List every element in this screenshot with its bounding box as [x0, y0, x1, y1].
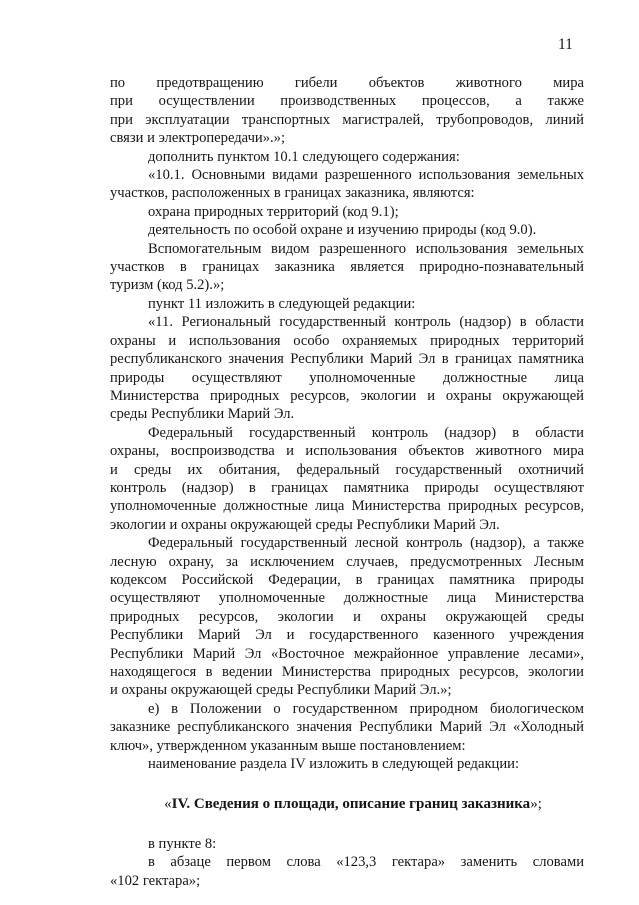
text-line: охраны, воспроизводства и использования объектов животного мира: [110, 443, 584, 460]
text-line: е) в Положении о государственном природном биологическом: [148, 700, 584, 717]
heading-close-quote: »;: [530, 796, 542, 813]
text-line: деятельность по особой охране и изучению природы (код 9.0).: [148, 222, 537, 239]
text-line: и охраны окружающей среды Республики Марий Эл.»;: [110, 682, 452, 699]
text-line: лесную охрану, за исключением случаев, предусмотренных Лесным: [110, 553, 584, 570]
page-number: 11: [558, 36, 573, 53]
text-line: уполномоченные должностные лица Министерства природных ресурсов,: [110, 498, 584, 515]
text-line: кодексом Российской Федерации, в границах памятника природы: [110, 571, 584, 588]
text-line: Республики Марий Эл и государственного казенного учреждения: [110, 627, 584, 644]
text-line: Вспомогательным видом разрешенного использования земельных: [148, 240, 584, 257]
text-line: «10.1. Основными видами разрешенного использования земельных: [148, 167, 584, 184]
text-line: наименование раздела IV изложить в следующей редакции:: [148, 756, 520, 773]
document-body: [110, 74, 584, 890]
text-line: в пункте 8:: [148, 835, 217, 852]
text-line: охраны и использования особо охраняемых природных территорий: [110, 332, 584, 349]
text-line: заказнике республиканского значения Республики Марий Эл «Холодный: [110, 719, 584, 736]
text-line: охрана природных территорий (код 9.1);: [148, 203, 399, 220]
text-line: экологии и охраны окружающей среды Республики Марий Эл.: [110, 516, 500, 533]
text-line: при осуществлении производственных процессов, а также: [110, 93, 584, 110]
text-line: природы осуществляют уполномоченные должностные лица: [110, 369, 584, 386]
text-line: среды Республики Марий Эл.: [110, 406, 295, 423]
text-line: туризм (код 5.2).»;: [110, 277, 225, 294]
heading-title: IV. Сведения о площади, описание границ заказника: [171, 796, 531, 813]
text-line: Федеральный государственный лесной контроль (надзор), а также: [148, 535, 584, 552]
text-line: при эксплуатации транспортных магистралей, трубопроводов, линий: [110, 111, 584, 128]
text-line: пункт 11 изложить в следующей редакции:: [148, 295, 416, 312]
text-line: Республики Марий Эл «Восточное межрайонное управление лесами»,: [110, 645, 584, 662]
text-line: республиканского значения Республики Марий Эл в границах памятника: [110, 351, 584, 368]
text-line: природных ресурсов, экологии и охраны окружающей среды: [110, 608, 584, 625]
text-line: ключ», утвержденном указанным выше постановлением:: [110, 737, 466, 754]
text-line: по предотвращению гибели объектов животного мира: [110, 75, 584, 91]
text-line: связи и электропередачи».»;: [110, 130, 286, 147]
heading-open-quote: «: [164, 796, 172, 813]
text-line: участков в границах заказника является природно-познавательный: [110, 259, 584, 276]
text-line: контроль (надзор) в границах памятника природы осуществляют: [110, 479, 584, 496]
text-line: и среды их обитания, федеральный государственный охотничий: [110, 461, 584, 478]
section-heading: [110, 795, 584, 813]
text-line: дополнить пунктом 10.1 следующего содержания:: [148, 148, 460, 165]
text-line: Федеральный государственный контроль (надзор) в области: [148, 424, 584, 441]
text-line: Министерства природных ресурсов, экологии и охраны окружающей: [110, 387, 584, 404]
text-line: осуществляют уполномоченные должностные лица Министерства: [110, 590, 584, 607]
text-line: «102 гектара»;: [110, 872, 201, 889]
text-line: участков, расположенных в границах заказника, являются:: [110, 185, 475, 202]
text-line: в абзаце первом слова «123,3 гектара» заменить словами: [148, 854, 584, 871]
text-line: находящегося в ведении Министерства природных ресурсов, экологии: [110, 664, 584, 680]
text-line: «11. Региональный государственный контроль (надзор) в области: [148, 314, 584, 331]
